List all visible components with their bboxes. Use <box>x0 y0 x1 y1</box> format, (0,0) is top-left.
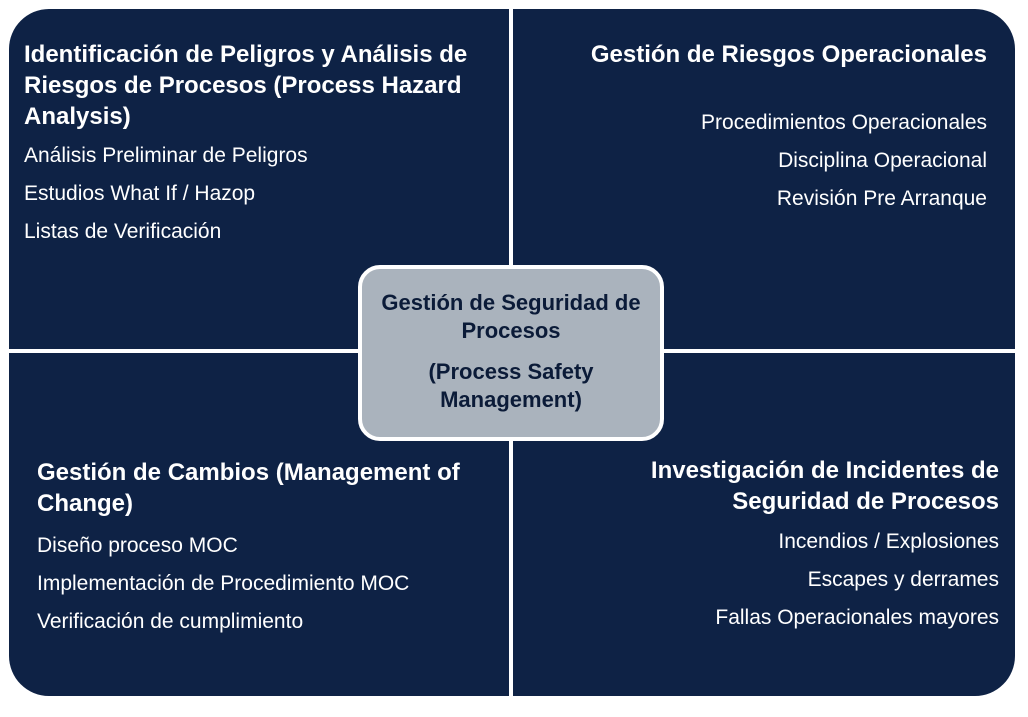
item-list <box>24 143 494 245</box>
list-item: Diseño proceso MOC <box>37 534 238 557</box>
list-item: Incendios / Explosiones <box>778 530 999 553</box>
center-subtitle: (Process Safety Management) <box>428 359 594 412</box>
quadrant-title: Gestión de Riesgos Operacionales <box>590 41 987 68</box>
list-item: Listas de Verificación <box>24 220 222 243</box>
list-item: Análisis Preliminar de Peligros <box>24 144 308 167</box>
list-item: Verificación de cumplimiento <box>37 610 304 633</box>
quadrant-title: Identificación de Peligros y Análisis de Riesgos de Procesos (Process Hazard Analysis) <box>24 41 468 130</box>
item-list <box>37 533 497 635</box>
center-title: Gestión de Seguridad de Procesos <box>381 290 641 343</box>
list-item: Disciplina Operacional <box>778 149 987 172</box>
item-list <box>529 529 999 631</box>
list-item: Fallas Operacionales mayores <box>715 606 999 629</box>
quadrant-title: Investigación de Incidentes de Seguridad de Procesos <box>650 457 999 515</box>
list-item: Escapes y derrames <box>807 568 999 591</box>
center-psm-box <box>358 265 664 441</box>
list-item: Implementación de Procedimiento MOC <box>37 572 410 595</box>
quadrant-title: Gestión de Cambios (Management of Change) <box>37 459 460 517</box>
item-list <box>527 110 987 212</box>
list-item: Procedimientos Operacionales <box>701 111 987 134</box>
list-item: Revisión Pre Arranque <box>776 187 987 210</box>
list-item: Estudios What If / Hazop <box>24 182 256 205</box>
